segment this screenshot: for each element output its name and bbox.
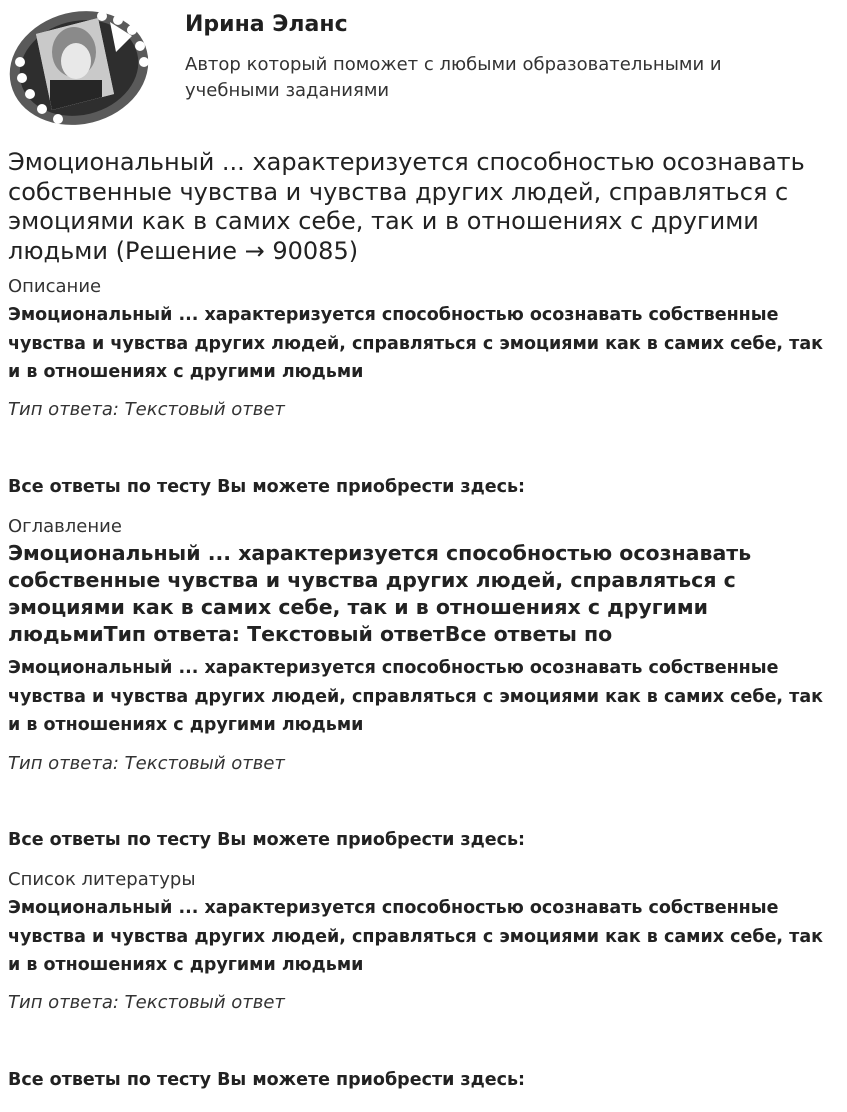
- section-label-toc: Оглавление: [8, 516, 122, 537]
- section-label-description: Описание: [8, 276, 102, 297]
- author-description: Автор который поможет с любыми образовательными и учебными заданиями: [185, 54, 722, 101]
- toc-text: Эмоциональный ... характеризуется способностью осознавать собственные чувства и чувства других людей, справляться с эмоциями как в самих себе, так и в отношениях с другими людьми: [8, 658, 824, 735]
- literature-text: Эмоциональный ... характеризуется способностью осознавать собственные чувства и чувства других людей, справляться с эмоциями как в самих себе, так и в отношениях с другими людьми: [8, 898, 824, 975]
- avatar[interactable]: [6, 6, 152, 128]
- description-answer-type: Тип ответа: Текстовый ответ: [8, 399, 285, 420]
- toc-all-answers-link[interactable]: Все ответы по тесту Вы можете приобрести здесь:: [8, 830, 526, 850]
- literature-answer-type: Тип ответа: Текстовый ответ: [8, 992, 285, 1013]
- description-text: Эмоциональный ... характеризуется способностью осознавать собственные чувства и чувства других людей, справляться с эмоциями как в самих себе, так и в отношениях с другими людьми: [8, 305, 824, 382]
- author-name[interactable]: Ирина Эланс: [185, 12, 348, 37]
- page-title: Эмоциональный ... характеризуется способностью осознавать собственные чувства и чувства других людей, справляться с эмоциями как в самих себе, так и в отношениях с другими людьми (Решение → 90085): [8, 148, 805, 265]
- author-card: [0, 0, 847, 130]
- literature-all-answers-link[interactable]: Все ответы по тесту Вы можете приобрести здесь:: [8, 1070, 526, 1090]
- section-label-literature: Список литературы: [8, 869, 196, 890]
- description-all-answers-link[interactable]: Все ответы по тесту Вы можете приобрести здесь:: [8, 477, 526, 497]
- film-frame-avatar-image: [6, 6, 152, 128]
- toc-heading: Эмоциональный ... характеризуется способностью осознавать собственные чувства и чувства других людей, справляться с эмоциями как в самих себе, так и в отношениях с другими людьмиТип ответа: Текстовый ответВсе ответы по: [8, 541, 752, 646]
- toc-answer-type: Тип ответа: Текстовый ответ: [8, 753, 285, 774]
